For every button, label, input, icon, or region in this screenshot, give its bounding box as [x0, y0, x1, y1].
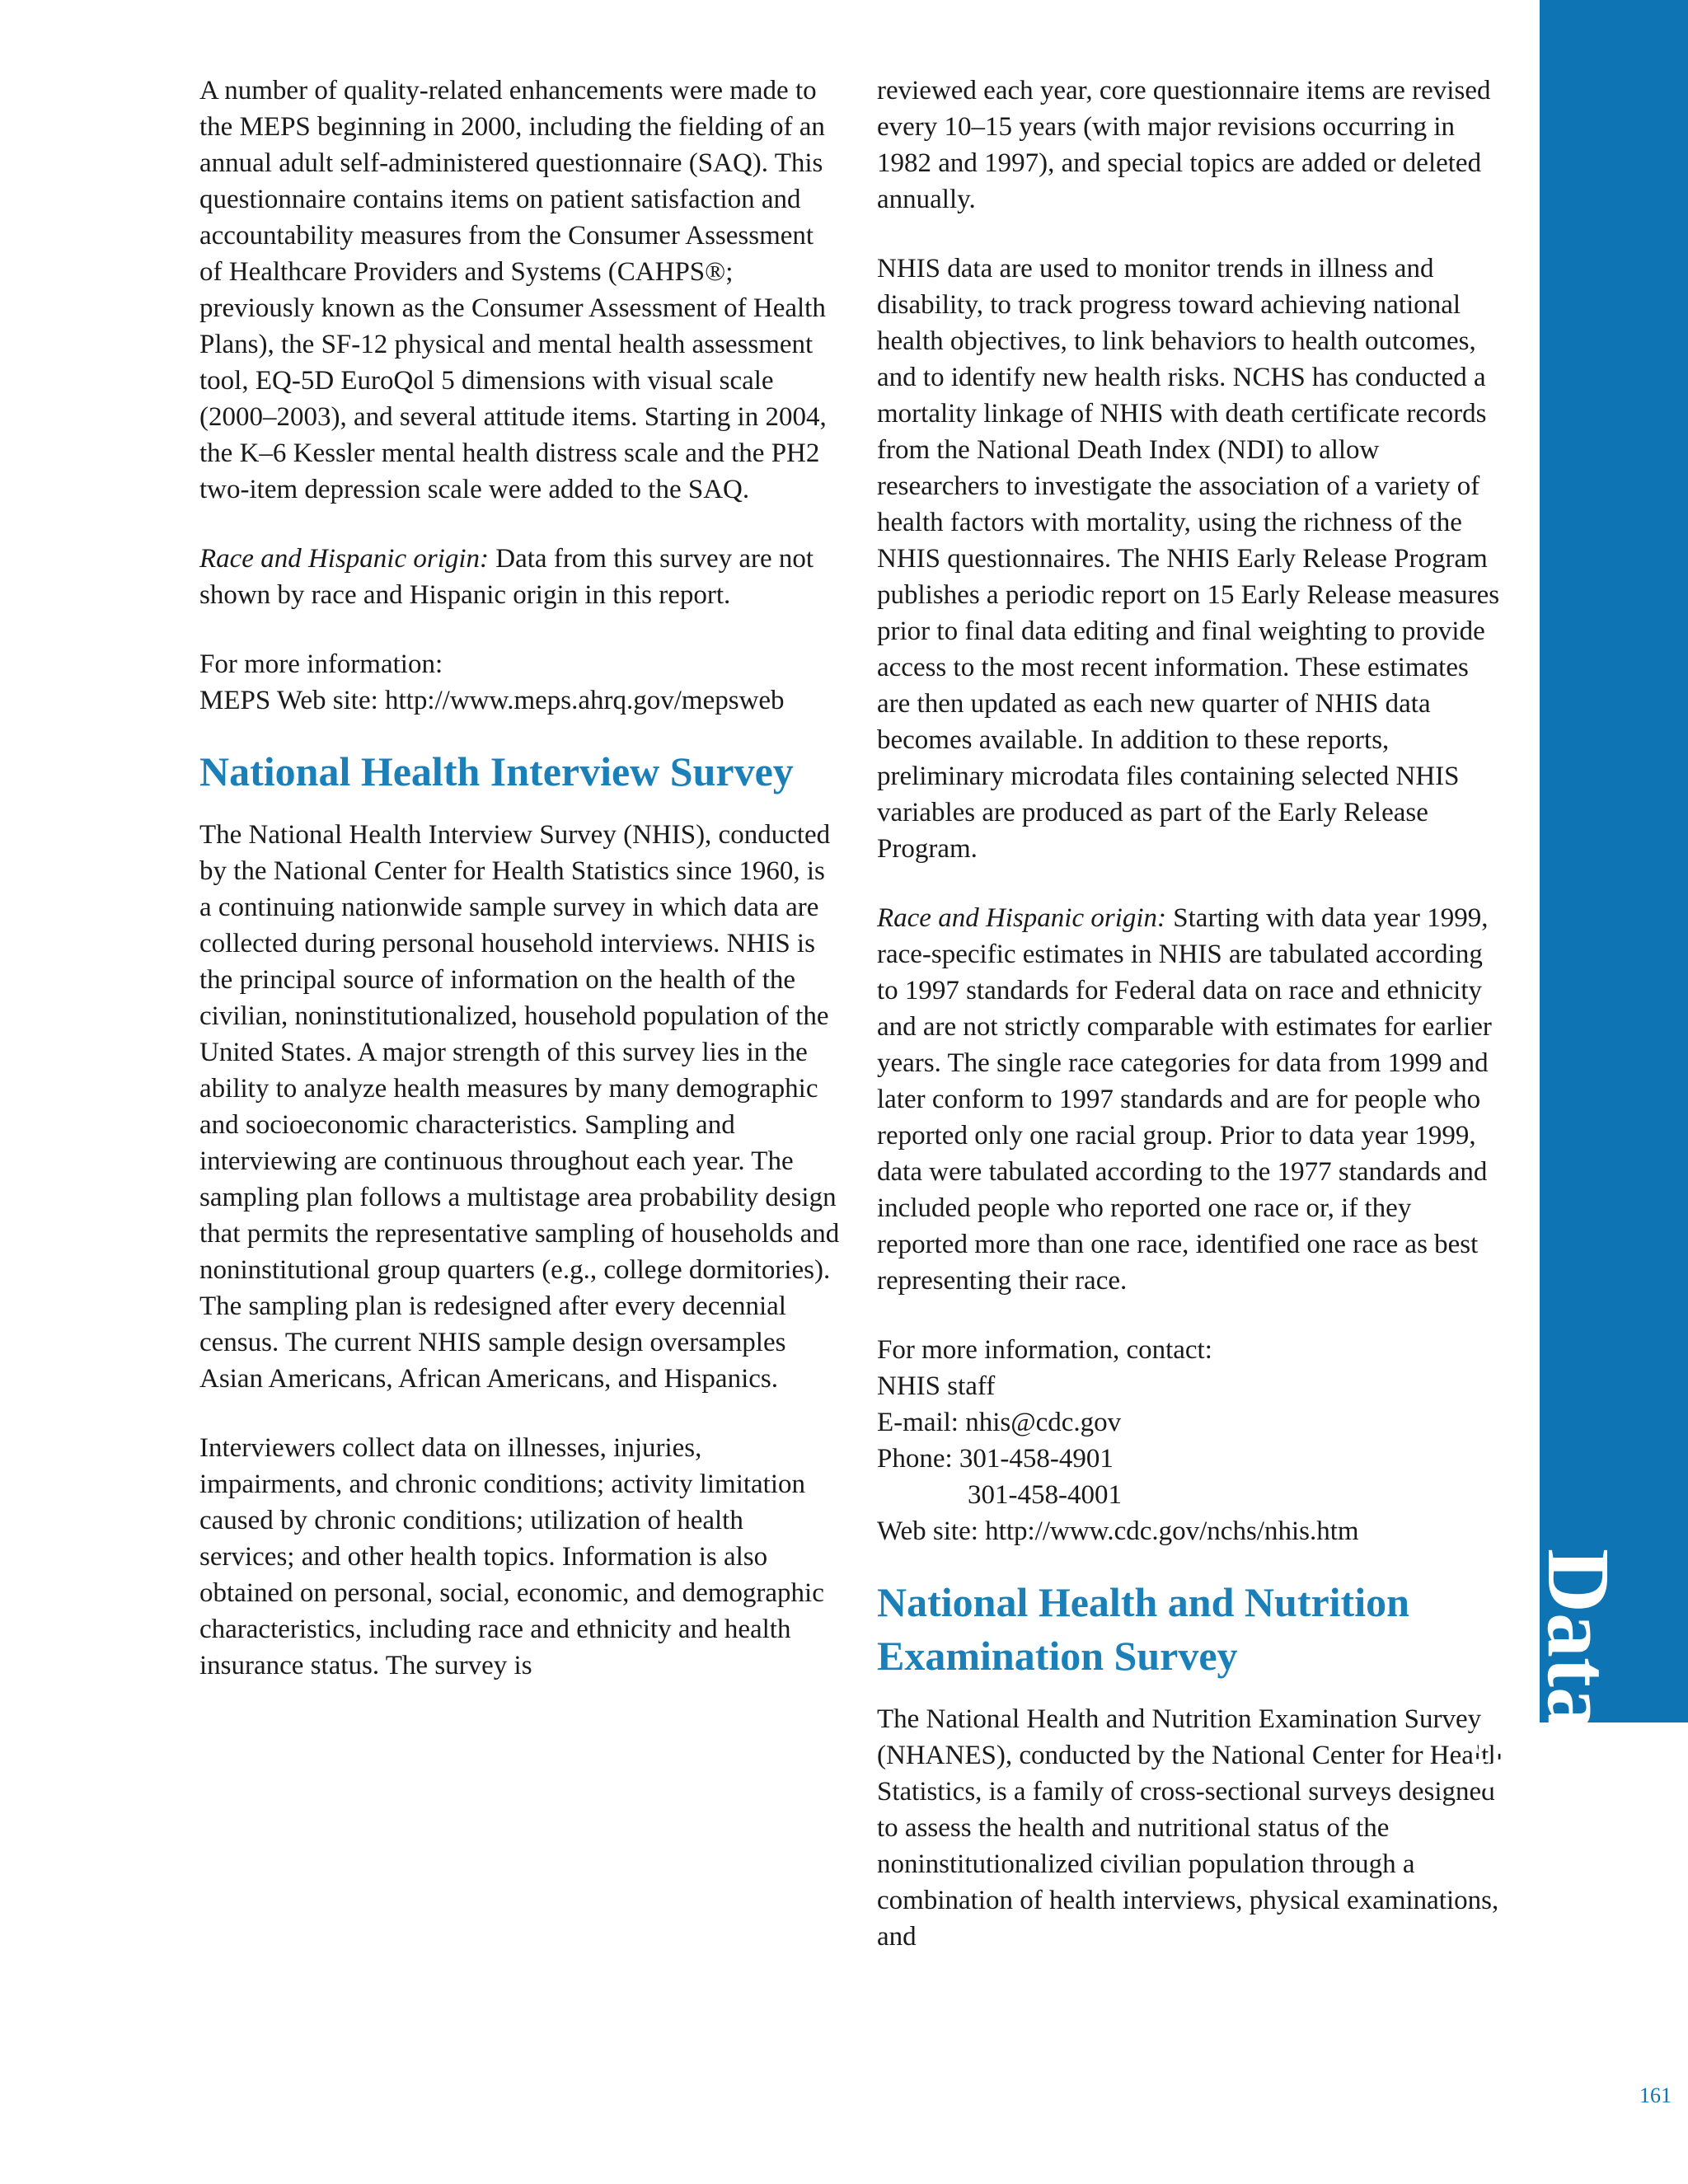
nhanes-description-paragraph: The National Health and Nutrition Examination Survey (NHANES), conducted by the National Center for Health Statistics, is a family of cross-sectional surveys designed to assess the health and nutritional status of the noninstitutionalized civilian population through a combination of health interviews, physical examinations, and — [877, 1704, 1503, 1952]
page-number: 161 — [1639, 2083, 1672, 2107]
more-info-label: For more information: — [199, 649, 443, 679]
nhis-review-paragraph: reviewed each year, core questionnaire items are revised every 10–15 years (with major revisions occurring in 1982 and 1997), and special topics are added or deleted annually. — [877, 76, 1491, 214]
contact-phone-1: Phone: 301-458-4901 — [877, 1444, 1114, 1474]
meps-enhancements-paragraph: A number of quality-related enhancements were made to the MEPS beginning in 2000, including the fielding of an annual adult self-administered questionnaire (SAQ). This questionnaire contains items on patient satisfaction and accountability measures from the Consumer Assessment of Healthcare Providers and Systems (CAHPS®; previously known as the Consumer Assessment of Health Plans), the SF-12 physical and mental health assessment tool, EQ-5D EuroQol 5 dimensions with visual scale (2000–2003), and several attitude items. Starting in 2004, the K–6 Kessler mental health distress scale and the PH2 two-item depression scale were added to the SAQ. — [199, 76, 827, 504]
nhis-contact-block — [877, 1332, 1503, 1549]
race-text: Data from this survey are not shown by race and Hispanic origin in this report. — [199, 544, 814, 610]
race-label: Race and Hispanic origin: — [877, 903, 1167, 933]
meps-web-link[interactable]: MEPS Web site: http://www.meps.ahrq.gov/mepsweb — [199, 686, 785, 715]
contact-staff: NHIS staff — [877, 1371, 996, 1401]
section-sidebar — [1529, 0, 1688, 2184]
nhis-heading: National Health Interview Survey — [199, 748, 794, 794]
race-text: Starting with data year 1999, race-specific estimates in NHIS are tabulated according to 1997 standards for Federal data on race and ethnicity and are not strictly comparable with estimates for earlier years. The single race categories for data from 1999 and later conform to 1997 standards and are for people who reported only one racial group. Prior to data year 1999, data were tabulated according to the 1977 standards and included people who reported one race or, if they reported more than one race, identified one race as best representing their race. — [877, 903, 1492, 1296]
contact-intro: For more information, contact: — [877, 1335, 1212, 1365]
sidebar-gap — [1540, 1722, 1688, 2184]
nhis-data-use-paragraph: NHIS data are used to monitor trends in illness and disability, to track progress toward achieving national health objectives, to link behaviors to health outcomes, and to identify new health risks. NCHS has conducted a mortality linkage of NHIS with death certificate records from the National Death Index (NDI) to allow researchers to investigate the association of a variety of health factors with mortality, using the richness of the NHIS questionnaires. The NHIS Early Release Program publishes a periodic report on 15 Early Release measures prior to final data editing and final weighting to provide access to the most recent information. These estimates are then updated as each new quarter of NHIS data becomes available. In addition to these reports, preliminary microdata files containing selected NHIS variables are produced as part of the Early Release Program. — [877, 254, 1500, 864]
sidebar-title-line-1: Data — [1529, 1549, 1627, 1732]
contact-phone-2: 301-458-4001 — [968, 1480, 1122, 1510]
contact-web-link[interactable]: Web site: http://www.cdc.gov/nchs/nhis.htm — [877, 1516, 1359, 1546]
nhis-description-paragraph: The National Health Interview Survey (NHIS), conducted by the National Center for Health Statistics since 1960, is a continuing nationwide sample survey in which data are collected during personal household interviews. NHIS is the principal source of information on the health of the civilian, noninstitutionalized, household population of the United States. A major strength of this survey lies in the ability to analyze health measures by many demographic and socioeconomic characteristics. Sampling and interviewing are continuous throughout each year. The sampling plan follows a multistage area probability design that permits the representative sampling of households and noninstitutional group quarters (e.g., college dormitories). The sampling plan is redesigned after every decennial census. The current NHIS sample design oversamples Asian Americans, African Americans, and Hispanics. — [199, 820, 840, 1394]
race-label: Race and Hispanic origin: — [199, 544, 490, 574]
contact-email[interactable]: E-mail: nhis@cdc.gov — [877, 1408, 1122, 1437]
nhanes-heading: National Health and Nutrition Examination Survey — [877, 1579, 1409, 1679]
nhis-interviewers-paragraph: Interviewers collect data on illnesses, injuries, impairments, and chronic conditions; activity limitation caused by chronic conditions; utilization of health services; and other health topics. Information is also obtained on personal, social, economic, and demographic characteristics, including race and ethnicity and health insurance status. The survey is — [199, 1433, 824, 1680]
nhis-race-paragraph — [877, 900, 1503, 1299]
meps-race-paragraph — [199, 541, 842, 613]
left-column — [199, 73, 842, 1717]
meps-more-info — [199, 646, 842, 719]
sidebar-title-line-2: Sources — [1453, 1496, 1551, 1792]
right-column — [877, 73, 1503, 1988]
